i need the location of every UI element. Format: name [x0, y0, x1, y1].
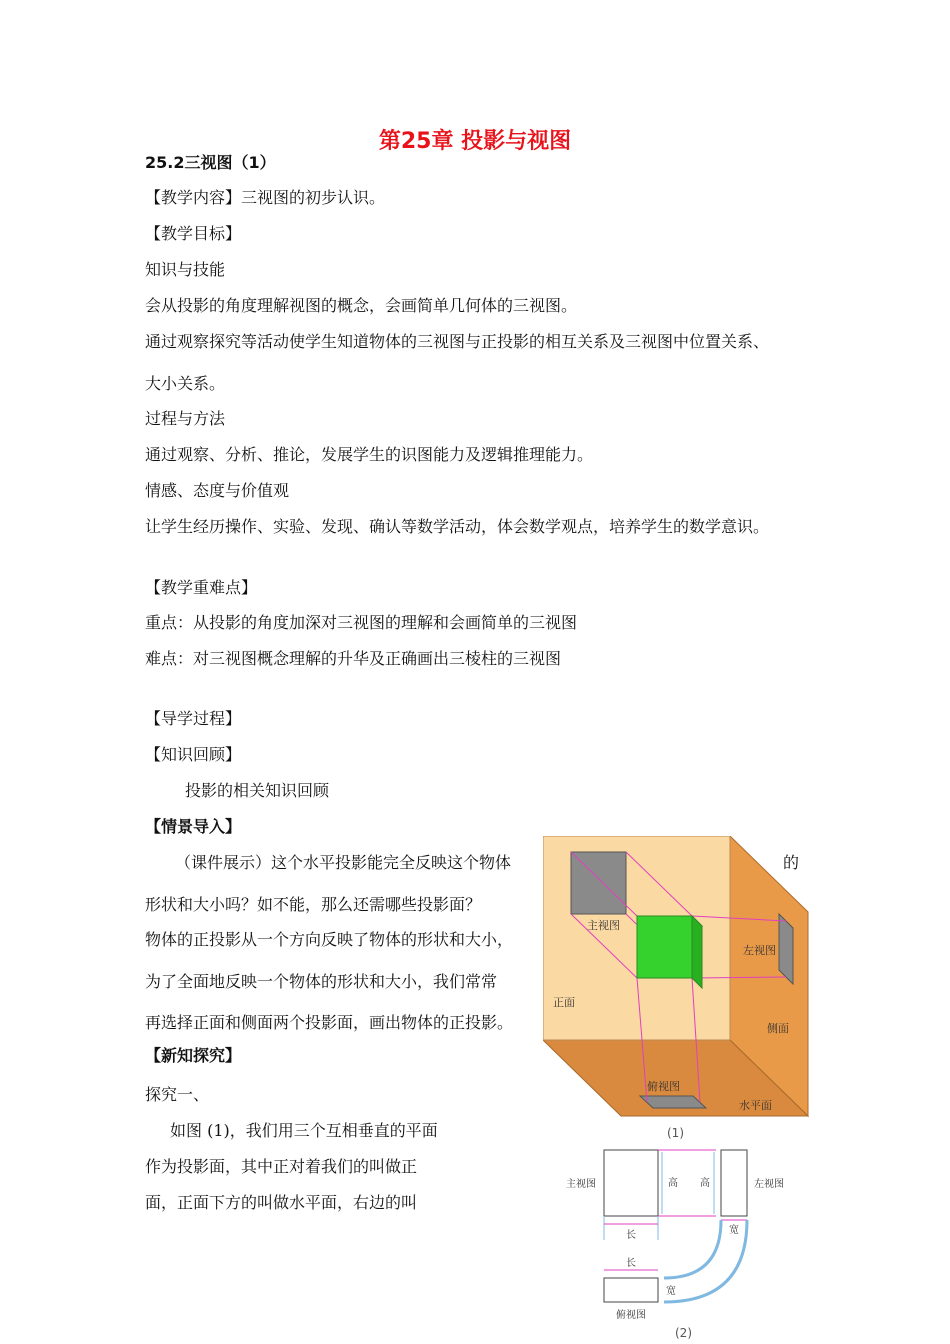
goal-1: 会从投影的角度理解视图的概念，会画简单几何体的三视图。	[145, 296, 578, 315]
goal-3: 通过观察、分析、推论，发展学生的识图能力及逻辑推理能力。	[145, 445, 594, 464]
fig2-label-height-2: 高	[700, 1178, 710, 1189]
scene-line-2: 形状和大小吗？如不能，那么还需哪些投影面？	[145, 895, 482, 914]
section-heading: 25.2三视图（1）	[145, 153, 276, 172]
fig2-label-top: 俯视图	[616, 1310, 646, 1321]
cube-side	[692, 916, 702, 988]
scene-line-1: （课件展示）这个水平投影能完全反映这个物体	[175, 853, 512, 872]
explore-line-4: 面，正面下方的叫做水平面，右边的叫	[145, 1193, 418, 1212]
explore-line-3: 作为投影面，其中正对着我们的叫做正	[145, 1157, 418, 1176]
guide-header: 【导学过程】	[145, 709, 242, 728]
scene-line-4: 为了全面地反映一个物体的形状和大小，我们常常	[145, 972, 498, 991]
label-side-plane: 侧面	[767, 1022, 789, 1035]
figure-1-caption: (1)	[667, 1126, 684, 1140]
review-text: 投影的相关知识回顾	[185, 781, 330, 800]
page-title: 第25章 投影与视图	[378, 129, 572, 154]
fig2-label-length-1: 长	[626, 1230, 636, 1241]
knowledge-skill: 知识与技能	[145, 260, 226, 279]
top-view-rect	[604, 1278, 658, 1302]
label-main-view: 主视图	[587, 919, 620, 932]
emotion: 情感、态度与价值观	[145, 481, 290, 500]
label-horizontal-plane: 水平面	[739, 1099, 772, 1112]
scene-line-1-end: 的	[783, 853, 800, 872]
fig2-label-width-1: 宽	[729, 1225, 739, 1236]
process-method: 过程与方法	[145, 409, 226, 428]
goal-header: 【教学目标】	[145, 224, 242, 243]
scene-line-5: 再选择正面和侧面两个投影面，画出物体的正投影。	[145, 1013, 514, 1032]
fig2-label-length-2: 长	[626, 1258, 636, 1269]
label-left-view: 左视图	[743, 944, 776, 957]
key-point: 重点：从投影的角度加深对三视图的理解和会画简单的三视图	[145, 613, 578, 632]
fig2-label-left: 左视图	[754, 1179, 784, 1190]
goal-4: 让学生经历操作、实验、发现、确认等数学活动，体会数学观点，培养学生的数学意识。	[145, 517, 770, 536]
figure-1-projection-planes	[543, 836, 811, 1118]
review-header: 【知识回顾】	[145, 745, 242, 764]
goal-2b: 大小关系。	[145, 374, 226, 393]
fig2-label-width-2: 宽	[666, 1286, 676, 1297]
explore-line-1: 探究一、	[145, 1085, 210, 1104]
explore-header: 【新知探究】	[145, 1046, 242, 1065]
scene-header: 【情景导入】	[145, 817, 242, 836]
left-view-rect	[721, 1150, 747, 1216]
fig2-label-main: 主视图	[566, 1179, 596, 1190]
main-view-projection	[571, 852, 626, 914]
cube-front	[637, 916, 692, 978]
goal-2a: 通过观察探究等活动使学生知道物体的三视图与正投影的相互关系及三视图中位置关系、	[145, 332, 770, 351]
scene-line-3: 物体的正投影从一个方向反映了物体的形状和大小，	[145, 930, 514, 949]
explore-line-2: 如图 (1)，我们用三个互相垂直的平面	[170, 1121, 438, 1140]
key-header: 【教学重难点】	[145, 578, 258, 597]
figure-2-three-views	[556, 1142, 806, 1328]
label-front-plane: 正面	[553, 996, 575, 1009]
fig2-label-height-1: 高	[668, 1178, 678, 1189]
figure-2-caption: (2)	[675, 1326, 692, 1340]
difficulty: 难点：对三视图概念理解的升华及正确画出三棱柱的三视图	[145, 649, 562, 668]
main-view-rect	[604, 1150, 658, 1216]
label-top-view: 俯视图	[647, 1080, 680, 1093]
teaching-content: 【教学内容】三视图的初步认识。	[145, 188, 386, 207]
